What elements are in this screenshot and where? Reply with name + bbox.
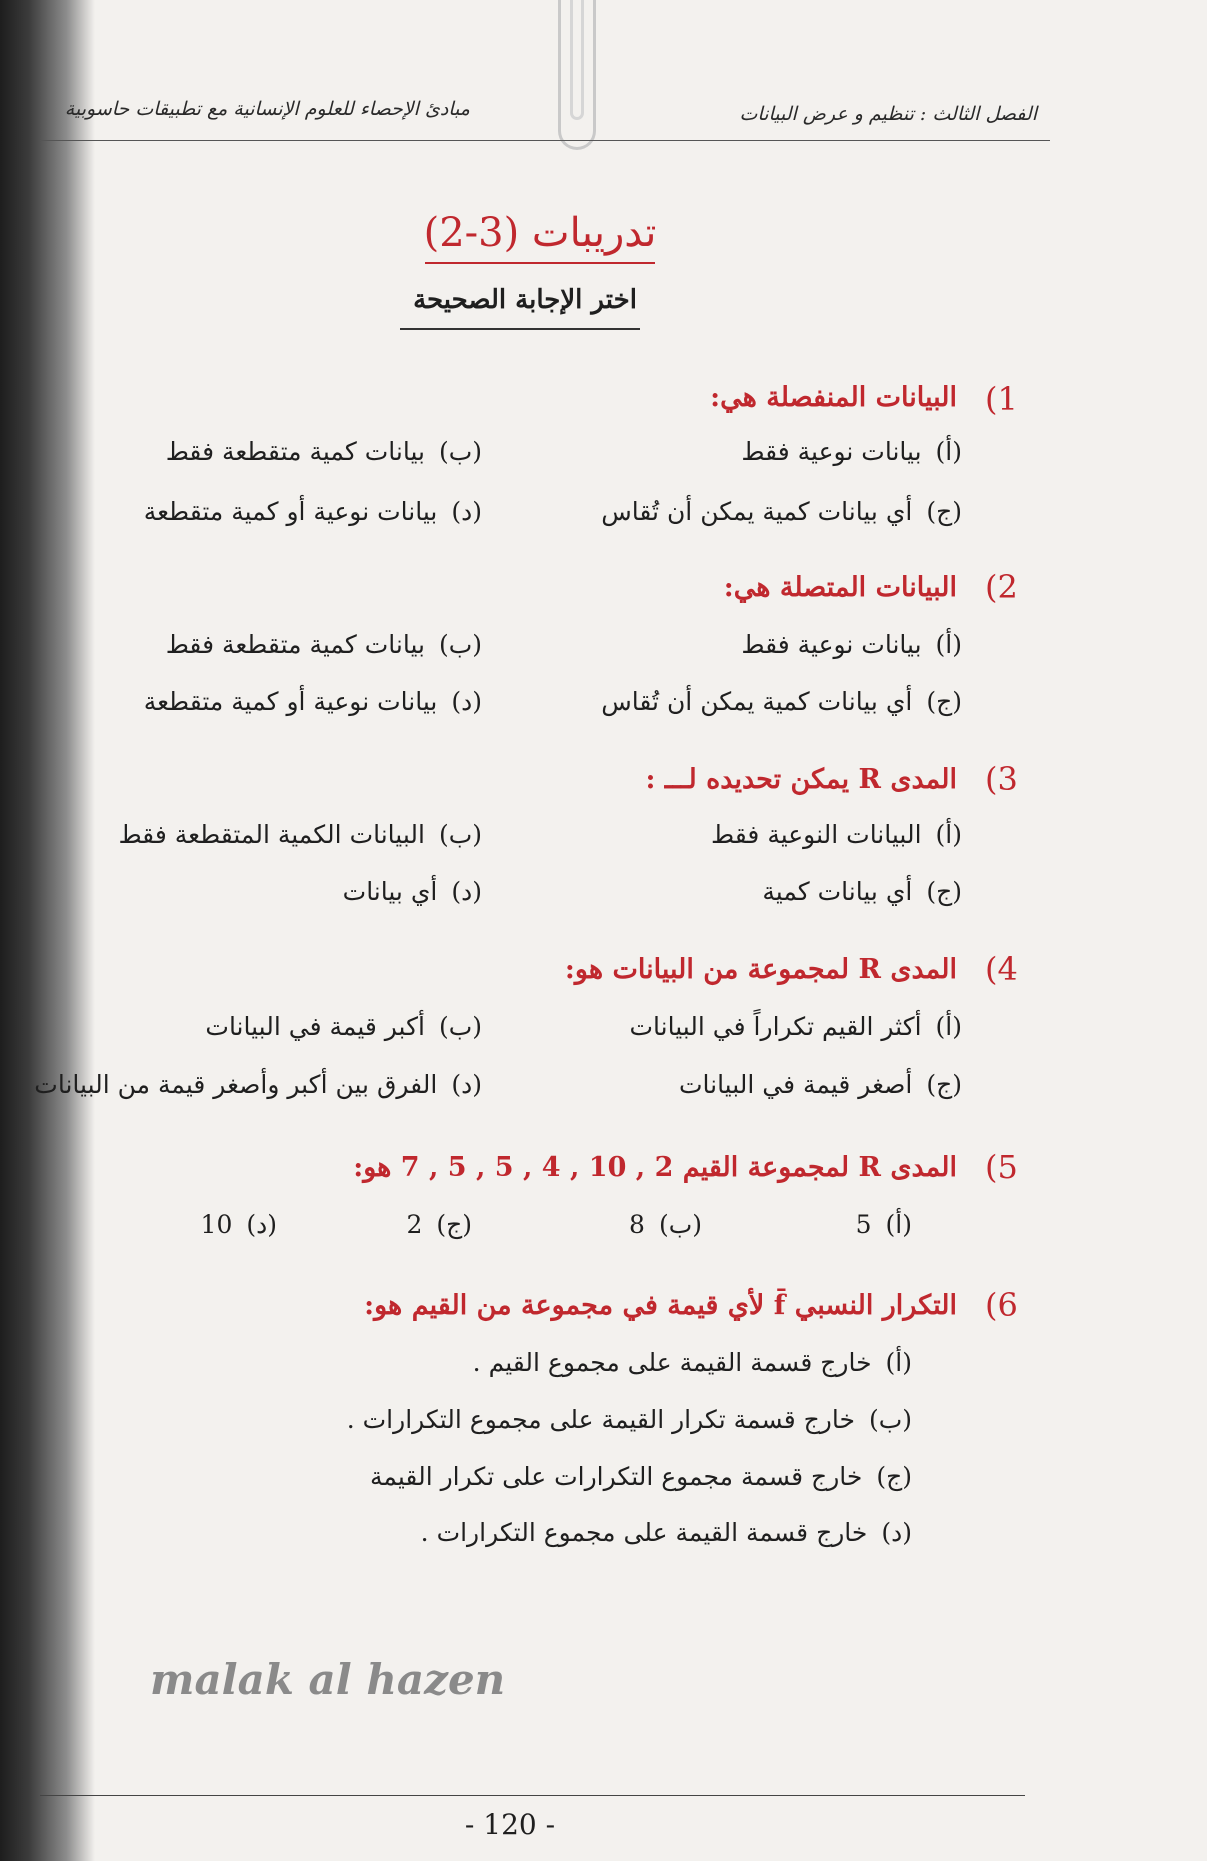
option-c	[679, 1070, 962, 1099]
option-text: بيانات كمية متقطعة فقط	[165, 630, 425, 659]
handwritten-signature: malak al hazen	[150, 1655, 506, 1704]
option-text: أصغر قيمة في البيانات	[678, 1070, 913, 1099]
option-label: (د)	[881, 1518, 912, 1547]
option-text: 2	[406, 1210, 423, 1239]
title-underline	[425, 262, 655, 264]
question-text: البيانات المنفصلة هي:	[710, 382, 957, 413]
option-a	[741, 437, 962, 466]
option-text: 5	[855, 1210, 872, 1239]
question-text: المدى R لمجموعة القيم 2 , 10 , 4 , 5 , 5 , 7 هو:	[353, 1152, 957, 1183]
option-label: (ج)	[876, 1462, 912, 1491]
question-number: (4	[985, 950, 1018, 988]
option-text: بيانات نوعية فقط	[741, 630, 922, 659]
binding-shadow	[0, 0, 95, 1861]
footer-rule	[40, 1795, 1025, 1796]
option-a	[473, 1348, 912, 1377]
option-label: (أ)	[935, 1012, 962, 1041]
option-label: (أ)	[935, 630, 962, 659]
option-label: (ب)	[438, 437, 482, 466]
option-label: (أ)	[935, 820, 962, 849]
option-b	[205, 1012, 482, 1041]
option-text: أكثر القيم تكراراً في البيانات	[629, 1012, 922, 1041]
option-d	[144, 497, 482, 526]
option-text: خارج قسمة القيمة على مجموع القيم .	[472, 1348, 872, 1377]
question-text: البيانات المتصلة هي:	[723, 572, 957, 603]
option-text: خارج قسمة تكرار القيمة على مجموع التكرارات .	[346, 1405, 855, 1434]
option-label: (ج)	[926, 687, 962, 716]
option-a	[856, 1210, 912, 1239]
option-label: (ج)	[436, 1210, 472, 1239]
option-label: (د)	[451, 1070, 482, 1099]
option-text: أي بيانات	[342, 877, 438, 906]
question-number: (6	[985, 1286, 1018, 1324]
question-text: المدى R لمجموعة من البيانات هو:	[564, 954, 957, 985]
option-text: أي بيانات كمية يمكن أن تُقاس	[601, 497, 913, 526]
header-book-title: مبادئ الإحصاء للعلوم الإنسانية مع تطبيقات حاسوبية	[64, 98, 470, 120]
option-text: خارج قسمة القيمة على مجموع التكرارات .	[420, 1518, 868, 1547]
option-text: البيانات الكمية المتقطعة فقط	[118, 820, 425, 849]
question-number: (1	[985, 380, 1018, 418]
option-b	[166, 437, 482, 466]
header-rule	[40, 140, 1050, 141]
option-c	[406, 1210, 472, 1239]
option-text: بيانات كمية متقطعة فقط	[165, 437, 425, 466]
question-number: (3	[985, 760, 1018, 798]
question-number: (2	[985, 568, 1018, 606]
option-text: 8	[629, 1210, 645, 1239]
option-b	[166, 630, 482, 659]
option-text: بيانات نوعية أو كمية متقطعة	[143, 687, 438, 716]
option-text: بيانات نوعية أو كمية متقطعة	[143, 497, 438, 526]
question-text: التكرار النسبي f̄ لأي قيمة في مجموعة من القيم هو:	[364, 1290, 957, 1321]
option-label: (د)	[451, 687, 482, 716]
option-d	[34, 1070, 482, 1099]
option-label: (ب)	[658, 1210, 702, 1239]
option-label: (د)	[451, 877, 482, 906]
option-b	[629, 1210, 702, 1239]
option-label: (ب)	[438, 820, 482, 849]
option-c	[601, 497, 962, 526]
paperclip-inner-icon	[570, 0, 584, 120]
question-text: المدى R يمكن تحديده لـــ :	[645, 764, 957, 795]
page-title: تدريبات (3-2)	[423, 210, 657, 256]
option-text: أي بيانات كمية	[762, 877, 913, 906]
question-number: (5	[985, 1148, 1018, 1186]
option-label: (أ)	[935, 437, 962, 466]
option-d	[144, 687, 482, 716]
option-label: (ج)	[926, 877, 962, 906]
option-label: (ب)	[438, 630, 482, 659]
page-number: - 120 -	[464, 1808, 556, 1841]
option-d	[201, 1210, 277, 1239]
option-a	[629, 1012, 962, 1041]
option-a	[711, 820, 962, 849]
option-label: (ب)	[868, 1405, 912, 1434]
option-text: أي بيانات كمية يمكن أن تُقاس	[601, 687, 913, 716]
option-text: أكبر قيمة في البيانات	[205, 1012, 425, 1041]
option-label: (د)	[246, 1210, 277, 1239]
header-chapter: الفصل الثالث : تنظيم و عرض البيانات	[739, 103, 1037, 125]
option-d	[421, 1518, 912, 1547]
option-label: (ج)	[926, 497, 962, 526]
option-label: (ج)	[926, 1070, 962, 1099]
option-c	[370, 1462, 912, 1491]
option-label: (أ)	[885, 1210, 912, 1239]
page-subtitle: اختر الإجابة الصحيحة	[413, 285, 637, 315]
option-b	[118, 820, 482, 849]
option-a	[741, 630, 962, 659]
option-text: الفرق بين أكبر وأصغر قيمة من البيانات	[34, 1070, 438, 1099]
option-label: (أ)	[885, 1348, 912, 1377]
option-b	[347, 1405, 912, 1434]
option-label: (د)	[451, 497, 482, 526]
option-label: (ب)	[438, 1012, 482, 1041]
option-text: بيانات نوعية فقط	[741, 437, 922, 466]
option-d	[343, 877, 482, 906]
option-c	[601, 687, 962, 716]
option-text: 10	[200, 1210, 233, 1239]
option-text: خارج قسمة مجموع التكرارات على تكرار القيمة	[370, 1462, 863, 1491]
option-c	[762, 877, 962, 906]
subtitle-underline	[400, 328, 640, 330]
option-text: البيانات النوعية فقط	[711, 820, 922, 849]
